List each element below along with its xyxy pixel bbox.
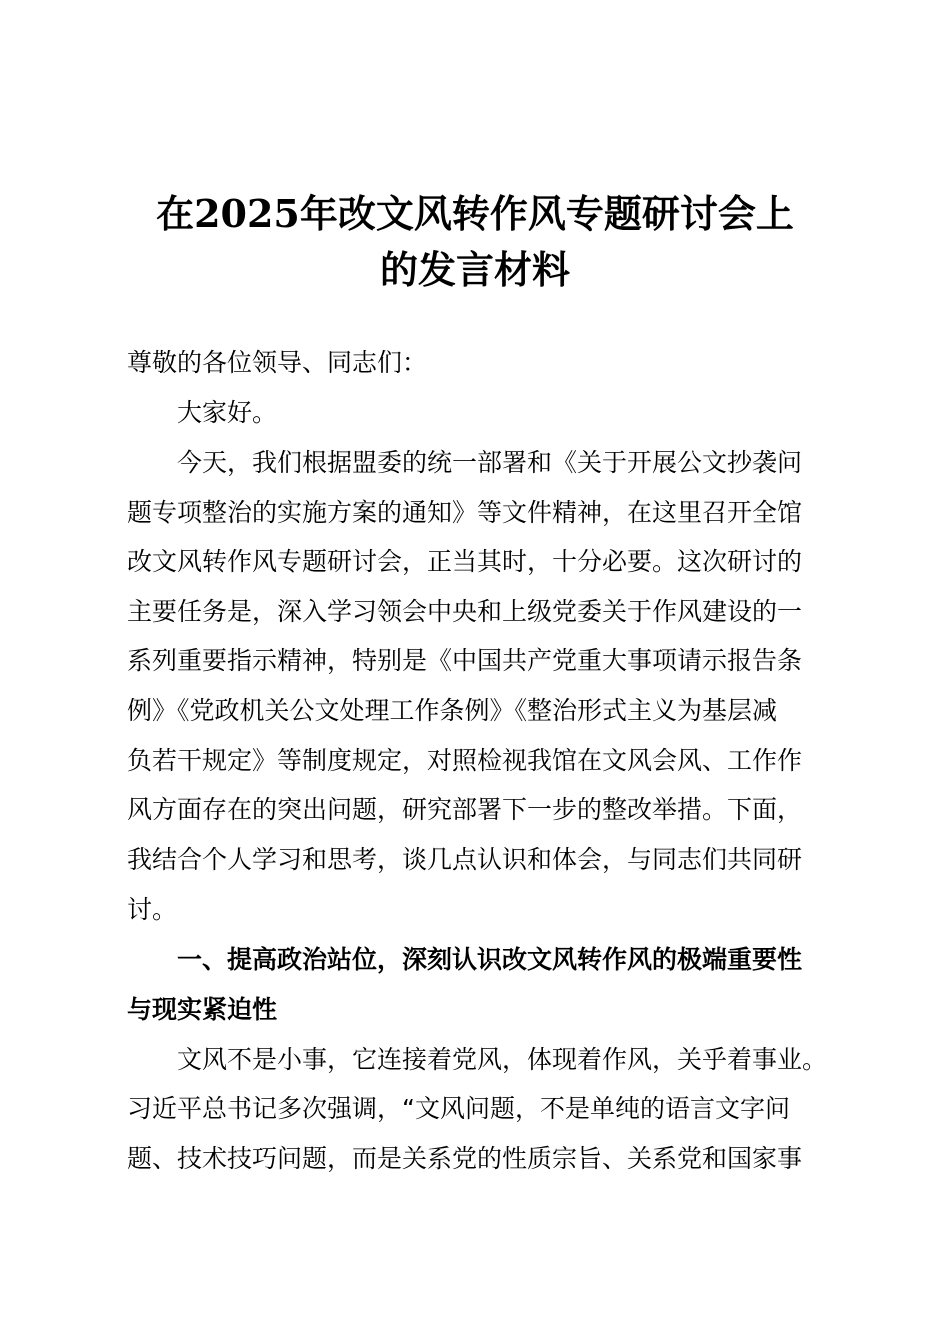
paragraph-2-line: 文风不是小事，它连接着党风，体现着作风，关乎着事业。 xyxy=(177,1045,828,1074)
salutation: 尊敬的各位领导、同志们： xyxy=(127,348,428,377)
paragraph-1-line: 讨。 xyxy=(127,895,178,924)
paragraph-2-line: 题、技术技巧问题，而是关系党的性质宗旨、关系党和国家事 xyxy=(127,1144,803,1173)
paragraph-1-line: 今天，我们根据盟委的统一部署和《关于开展公文抄袭问 xyxy=(177,448,803,477)
paragraph-1-line: 我结合个人学习和思考，谈几点认识和体会，与同志们共同研 xyxy=(127,845,803,874)
section-heading-1-line: 一、提高政治站位，深刻认识改文风转作风的极端重要性 xyxy=(177,945,803,974)
greeting: 大家好。 xyxy=(177,398,278,427)
document-title-line-2: 的发言材料 xyxy=(379,247,570,292)
paragraph-1-line: 例》《党政机关公文处理工作条例》《整治形式主义为基层减 xyxy=(127,696,778,725)
paragraph-1-line: 系列重要指示精神，特别是《中国共产党重大事项请示报告条 xyxy=(127,646,803,675)
paragraph-2-line: 习近平总书记多次强调，“文风问题，不是单纯的语言文字问 xyxy=(127,1094,790,1123)
paragraph-1-line: 负若干规定》等制度规定，对照检视我馆在文风会风、工作作 xyxy=(127,746,803,775)
paragraph-1-line: 主要任务是，深入学习领会中央和上级党委关于作风建设的一 xyxy=(127,597,803,626)
section-heading-1-line: 与现实紧迫性 xyxy=(127,995,278,1024)
document-title-line-1: 在2025年改文风转作风专题研讨会上 xyxy=(156,191,794,236)
paragraph-1-line: 题专项整治的实施方案的通知》等文件精神，在这里召开全馆 xyxy=(127,498,803,527)
paragraph-1-line: 风方面存在的突出问题，研究部署下一步的整改举措。下面， xyxy=(127,795,803,824)
paragraph-1-line: 改文风转作风专题研讨会，正当其时，十分必要。这次研讨的 xyxy=(127,547,803,576)
